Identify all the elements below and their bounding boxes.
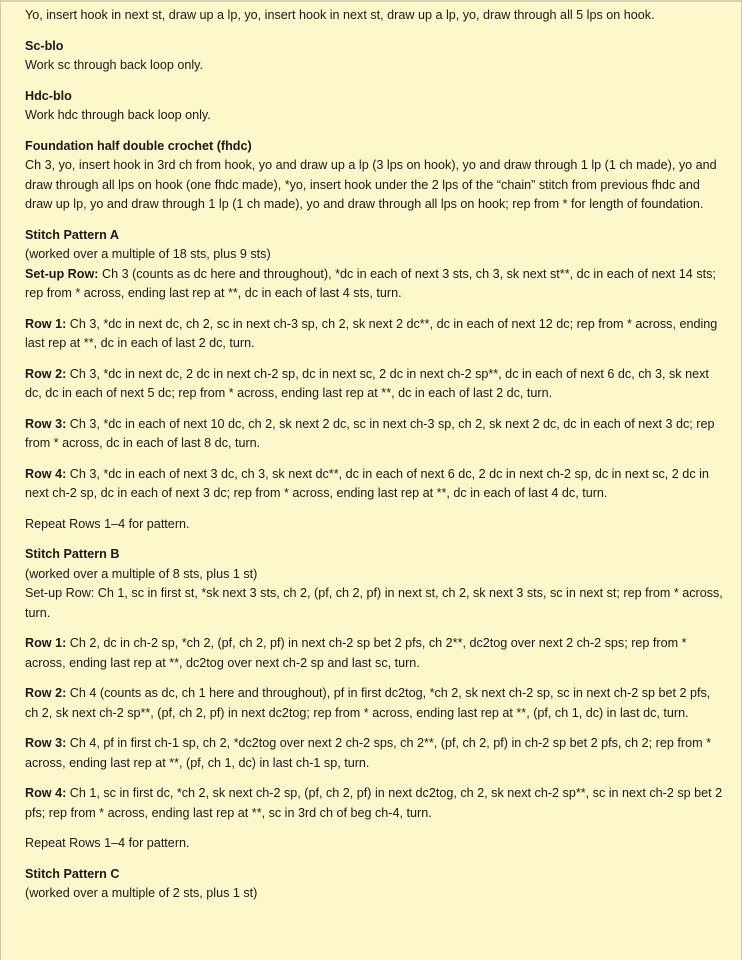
row-text: Ch 4, pf in first ch-1 sp, ch 2, *dc2tog over next 2 ch-2 sps, ch 2**, (pf, ch 2, pf) in ch-2 sp bet 2 pfs, ch 2; rep from * across, ending last rep at **, (pf, ch 1, dc) in last ch-1 sp, turn. xyxy=(25,736,711,770)
pattern-a-row-2 xyxy=(25,365,727,404)
intro-line: Yo, insert hook in next st, draw up a lp, yo, insert hook in next st, draw up a lp, yo, draw through all 5 lps on hook. xyxy=(25,8,655,22)
row-label: Row 2: xyxy=(25,686,67,700)
pattern-b-row-3 xyxy=(25,734,727,773)
row-label: Row 1: xyxy=(25,636,67,650)
row-label: Row 1: xyxy=(25,316,67,331)
pattern-c-header xyxy=(25,865,727,904)
hdc-blo-heading: Hdc-blo xyxy=(25,88,72,103)
sc-blo-heading: Sc-blo xyxy=(25,38,64,53)
pattern-a-repeat: Repeat Rows 1–4 for pattern. xyxy=(25,516,190,531)
row-text: Ch 3, *dc in next dc, ch 2, sc in next ch-3 sp, ch 2, sk next 2 dc**, dc in each of next 12 dc; rep from * across, ending last rep at **, dc in each of last 2 dc, turn. xyxy=(25,316,718,350)
fhdc-section xyxy=(25,137,727,215)
row-label: Row 2: xyxy=(25,366,67,381)
fhdc-heading: Foundation half double crochet (fhdc) xyxy=(25,138,252,153)
pattern-a-subtitle: (worked over a multiple of 18 sts, plus 9 sts) xyxy=(25,247,271,261)
fhdc-text: Ch 3, yo, insert hook in 3rd ch from hook, yo and draw up a lp (3 lps on hook), yo and draw through 1 lp (1 ch made), yo and draw through all lps on hook (one fhdc made), *yo, insert hook under the 2 lps of the “chain” stitch from previous fhdc and draw up lp, yo and draw through 1 lp (1 ch made), yo and draw through all lps on hook; rep from * for length of foundation. xyxy=(25,158,717,211)
row-text: Ch 2, dc in ch-2 sp, *ch 2, (pf, ch 2, pf) in next ch-2 sp bet 2 pfs, ch 2**, dc2tog over next 2 ch-2 sps; rep from * across, ending last rep at **, dc2tog over next ch-2 sp and last sc, turn. xyxy=(25,636,687,670)
row-label: Row 3: xyxy=(25,736,67,750)
row-label: Row 4: xyxy=(25,786,67,800)
pattern-b-setup-row: Set-up Row: Ch 1, sc in first st, *sk next 3 sts, ch 2, (pf, ch 2, pf) in next st, ch 2, sk next 3 sts, sc in next st; rep from * across, turn. xyxy=(25,586,723,620)
pattern-a-row-4 xyxy=(25,465,727,504)
row-text: Ch 3 (counts as dc here and throughout), *dc in each of next 3 sts, ch 3, sk next st**, dc in each of next 14 sts; rep from * across, ending last rep at **, dc in each of last 4 sts, turn. xyxy=(25,266,716,300)
pattern-b-row-1 xyxy=(25,634,727,673)
pattern-a-heading: Stitch Pattern A xyxy=(25,227,119,242)
row-text: Ch 1, sc in first dc, *ch 2, sk next ch-2 sp, (pf, ch 2, pf) in next dc2tog, ch 2, sk next ch-2 sp**, sc in next ch-2 sp bet 2 pfs; rep from * across, ending last rep at **, sc in 3rd ch of beg ch-4, turn. xyxy=(25,786,723,820)
pattern-b-subtitle: (worked over a multiple of 8 sts, plus 1 st) xyxy=(25,566,258,581)
row-label: Row 4: xyxy=(25,466,67,481)
sc-blo-text: Work sc through back loop only. xyxy=(25,58,204,72)
pattern-a-row-3 xyxy=(25,415,727,454)
row-label: Row 3: xyxy=(25,416,67,431)
row-text: Ch 3, *dc in each of next 10 dc, ch 2, sk next 2 dc, sc in next ch-3 sp, ch 2, sk next 2 dc, dc in each of next 3 dc; rep from * across, dc in each of last 8 dc, turn. xyxy=(25,416,715,450)
row-text: Ch 3, *dc in next dc, 2 dc in next ch-2 sp, dc in next sc, 2 dc in next ch-2 sp**, dc in each of next 6 dc, ch 3, sk next dc, dc in each of next 5 dc; rep from * across, ending last rep at **, dc in each of last 2 dc, turn. xyxy=(25,366,709,400)
pattern-a-row-1 xyxy=(25,315,727,354)
pattern-a-header xyxy=(25,226,727,304)
row-label: Set-up Row: xyxy=(25,266,99,281)
pattern-b-row-4 xyxy=(25,784,727,823)
sc-blo-section xyxy=(25,37,727,76)
row-text: Ch 4 (counts as dc, ch 1 here and throughout), pf in first dc2tog, *ch 2, sk next ch-2 sp, sc in next ch-2 sp bet 2 pfs, ch 2, sk next ch-2 sp**, (pf, ch 2, pf) in next dc2tog; rep from * across, ending last rep at **, (pf, ch 1, dc) in last dc, turn. xyxy=(25,686,711,720)
pattern-b-header xyxy=(25,545,727,623)
pattern-b-heading: Stitch Pattern B xyxy=(25,547,120,561)
hdc-blo-text: Work hdc through back loop only. xyxy=(25,108,211,122)
pattern-c-heading: Stitch Pattern C xyxy=(25,866,120,881)
row-text: Ch 3, *dc in each of next 3 dc, ch 3, sk next dc**, dc in each of next 6 dc, 2 dc in next ch-2 sp, dc in next sc, 2 dc in next ch-2 sp, dc in each of next 3 dc; rep from * across, ending last rep at **, dc in each of last 4 dc, turn. xyxy=(25,466,709,500)
pattern-b-repeat: Repeat Rows 1–4 for pattern. xyxy=(25,836,190,850)
pattern-c-subtitle: (worked over a multiple of 2 sts, plus 1 st) xyxy=(25,886,258,900)
hdc-blo-section xyxy=(25,87,727,126)
pattern-b-row-2 xyxy=(25,684,727,723)
pattern-a-setup-row xyxy=(25,267,716,301)
